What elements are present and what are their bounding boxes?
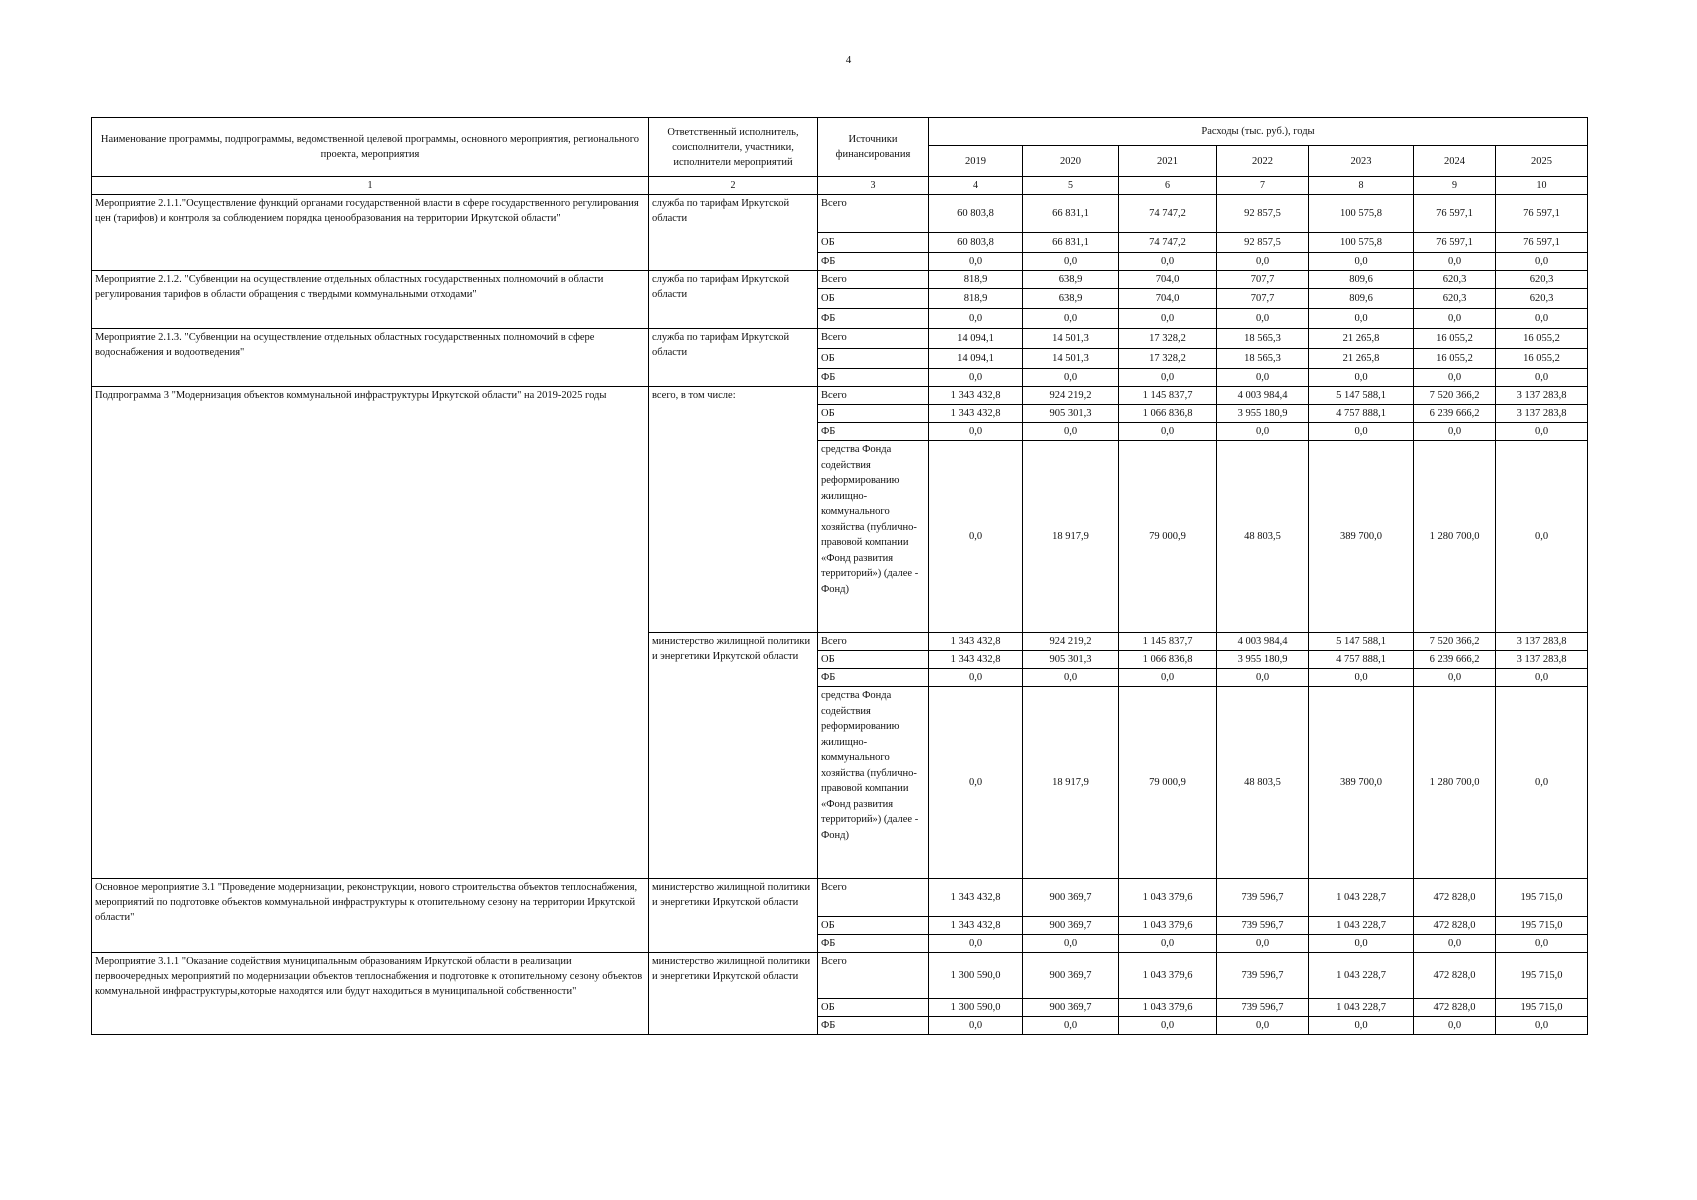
amount-cell: 620,3 xyxy=(1496,289,1588,309)
amount-cell: 4 003 984,4 xyxy=(1217,387,1309,405)
amount-cell: 76 597,1 xyxy=(1496,195,1588,233)
funding-source: ОБ xyxy=(818,233,929,253)
amount-cell: 16 055,2 xyxy=(1496,329,1588,349)
amount-cell: 472 828,0 xyxy=(1414,917,1496,935)
amount-cell: 472 828,0 xyxy=(1414,879,1496,917)
item-executor: служба по тарифам Иркутской области xyxy=(649,329,818,387)
amount-cell: 0,0 xyxy=(1309,423,1414,441)
year-2025: 2025 xyxy=(1496,146,1588,177)
block-m213 xyxy=(92,329,1588,387)
amount-cell: 4 003 984,4 xyxy=(1217,633,1309,651)
header-expenses: Расходы (тыс. руб.), годы xyxy=(929,118,1588,146)
amount-cell: 0,0 xyxy=(929,935,1023,953)
amount-cell: 1 043 379,6 xyxy=(1119,999,1217,1017)
amount-cell: 5 147 588,1 xyxy=(1309,633,1414,651)
amount-cell: 0,0 xyxy=(929,687,1023,879)
funding-source: ФБ xyxy=(818,935,929,953)
year-2020: 2020 xyxy=(1023,146,1119,177)
col-number: 2 xyxy=(649,177,818,195)
budget-table xyxy=(91,117,1588,1035)
amount-cell: 14 501,3 xyxy=(1023,349,1119,369)
amount-cell: 0,0 xyxy=(1217,669,1309,687)
amount-cell: 0,0 xyxy=(1414,253,1496,271)
amount-cell: 79 000,9 xyxy=(1119,687,1217,879)
amount-cell: 17 328,2 xyxy=(1119,349,1217,369)
amount-cell: 0,0 xyxy=(1119,423,1217,441)
subprogram-name: Подпрограмма 3 "Модернизация объектов коммунальной инфраструктуры Иркутской области" на 2019-2025 годы xyxy=(92,387,649,879)
col-number: 3 xyxy=(818,177,929,195)
amount-cell: 0,0 xyxy=(1023,309,1119,329)
table-row xyxy=(92,195,1588,233)
table-row xyxy=(92,387,1588,405)
item-name: Основное мероприятие 3.1 "Проведение модернизации, реконструкции, нового строительства объектов теплоснабжения, мероприятий по подготовке объектов коммунальной инфраструктуры к отопительному сезону на территории Иркутской области" xyxy=(92,879,649,953)
amount-cell: 739 596,7 xyxy=(1217,999,1309,1017)
col-number: 6 xyxy=(1119,177,1217,195)
amount-cell: 18 565,3 xyxy=(1217,349,1309,369)
amount-cell: 0,0 xyxy=(1217,423,1309,441)
amount-cell: 18 917,9 xyxy=(1023,441,1119,633)
amount-cell: 92 857,5 xyxy=(1217,195,1309,233)
col-number: 1 xyxy=(92,177,649,195)
amount-cell: 0,0 xyxy=(1496,935,1588,953)
amount-cell: 0,0 xyxy=(929,253,1023,271)
amount-cell: 1 343 432,8 xyxy=(929,879,1023,917)
amount-cell: 14 094,1 xyxy=(929,349,1023,369)
amount-cell: 0,0 xyxy=(1217,1017,1309,1035)
funding-source: ОБ xyxy=(818,289,929,309)
amount-cell: 0,0 xyxy=(1496,309,1588,329)
amount-cell: 7 520 366,2 xyxy=(1414,633,1496,651)
amount-cell: 1 043 379,6 xyxy=(1119,879,1217,917)
amount-cell: 1 300 590,0 xyxy=(929,953,1023,999)
amount-cell: 0,0 xyxy=(929,669,1023,687)
amount-cell: 818,9 xyxy=(929,289,1023,309)
amount-cell: 48 803,5 xyxy=(1217,687,1309,879)
col-number: 10 xyxy=(1496,177,1588,195)
amount-cell: 1 343 432,8 xyxy=(929,405,1023,423)
amount-cell: 0,0 xyxy=(1496,1017,1588,1035)
amount-cell: 195 715,0 xyxy=(1496,917,1588,935)
amount-cell: 0,0 xyxy=(929,369,1023,387)
amount-cell: 0,0 xyxy=(1023,369,1119,387)
amount-cell: 4 757 888,1 xyxy=(1309,405,1414,423)
col-number: 8 xyxy=(1309,177,1414,195)
year-2023: 2023 xyxy=(1309,146,1414,177)
amount-cell: 0,0 xyxy=(1309,253,1414,271)
amount-cell: 0,0 xyxy=(1309,309,1414,329)
amount-cell: 900 369,7 xyxy=(1023,879,1119,917)
funding-source: ФБ xyxy=(818,669,929,687)
amount-cell: 17 328,2 xyxy=(1119,329,1217,349)
funding-source: ОБ xyxy=(818,999,929,1017)
funding-source: ФБ xyxy=(818,1017,929,1035)
amount-cell: 0,0 xyxy=(1414,935,1496,953)
col-number: 9 xyxy=(1414,177,1496,195)
amount-cell: 389 700,0 xyxy=(1309,687,1414,879)
header-executor: Ответственный исполнитель, соисполнители, участники, исполнители мероприятий xyxy=(649,118,818,177)
amount-cell: 5 147 588,1 xyxy=(1309,387,1414,405)
header-row xyxy=(92,118,1588,146)
block-m211 xyxy=(92,195,1588,271)
amount-cell: 0,0 xyxy=(1217,309,1309,329)
amount-cell: 924 219,2 xyxy=(1023,387,1119,405)
amount-cell: 0,0 xyxy=(1496,253,1588,271)
amount-cell: 704,0 xyxy=(1119,289,1217,309)
col-number: 7 xyxy=(1217,177,1309,195)
amount-cell: 4 757 888,1 xyxy=(1309,651,1414,669)
amount-cell: 638,9 xyxy=(1023,271,1119,289)
amount-cell: 92 857,5 xyxy=(1217,233,1309,253)
amount-cell: 638,9 xyxy=(1023,289,1119,309)
amount-cell: 1 066 836,8 xyxy=(1119,405,1217,423)
amount-cell: 60 803,8 xyxy=(929,233,1023,253)
amount-cell: 1 043 228,7 xyxy=(1309,999,1414,1017)
funding-source: Всего xyxy=(818,195,929,233)
amount-cell: 195 715,0 xyxy=(1496,953,1588,999)
funding-source: ФБ xyxy=(818,369,929,387)
amount-cell: 18 917,9 xyxy=(1023,687,1119,879)
table-row xyxy=(92,329,1588,349)
item-executor: всего, в том числе: xyxy=(649,387,818,633)
amount-cell: 1 300 590,0 xyxy=(929,999,1023,1017)
amount-cell: 1 043 228,7 xyxy=(1309,917,1414,935)
col-number: 5 xyxy=(1023,177,1119,195)
amount-cell: 739 596,7 xyxy=(1217,917,1309,935)
page-number: 4 xyxy=(845,54,852,66)
funding-source-fund: средства Фонда содействия реформированию жилищно-коммунального хозяйства (публично-правовой компании «Фонд развития территорий») (далее - Фонд) xyxy=(818,687,929,879)
funding-source: ФБ xyxy=(818,253,929,271)
amount-cell: 0,0 xyxy=(1496,369,1588,387)
funding-source: Всего xyxy=(818,387,929,405)
amount-cell: 3 137 283,8 xyxy=(1496,405,1588,423)
funding-source: Всего xyxy=(818,329,929,349)
amount-cell: 66 831,1 xyxy=(1023,233,1119,253)
amount-cell: 620,3 xyxy=(1414,271,1496,289)
item-name: Мероприятие 2.1.2. "Субвенции на осуществление отдельных областных государственных полномочий в области регулирования тарифов в области обращения с твердыми коммунальными отходами" xyxy=(92,271,649,329)
funding-source: ОБ xyxy=(818,651,929,669)
amount-cell: 74 747,2 xyxy=(1119,233,1217,253)
amount-cell: 0,0 xyxy=(1309,935,1414,953)
amount-cell: 16 055,2 xyxy=(1414,329,1496,349)
amount-cell: 3 955 180,9 xyxy=(1217,405,1309,423)
block-m311 xyxy=(92,953,1588,1035)
amount-cell: 79 000,9 xyxy=(1119,441,1217,633)
header-program-name: Наименование программы, подпрограммы, ведомственной целевой программы, основного мероприятия, регионального проекта, мероприятия xyxy=(92,118,649,177)
amount-cell: 739 596,7 xyxy=(1217,953,1309,999)
amount-cell: 0,0 xyxy=(1414,369,1496,387)
amount-cell: 707,7 xyxy=(1217,289,1309,309)
amount-cell: 0,0 xyxy=(1119,253,1217,271)
amount-cell: 0,0 xyxy=(1217,935,1309,953)
amount-cell: 0,0 xyxy=(929,1017,1023,1035)
amount-cell: 0,0 xyxy=(1023,423,1119,441)
amount-cell: 1 280 700,0 xyxy=(1414,687,1496,879)
amount-cell: 704,0 xyxy=(1119,271,1217,289)
amount-cell: 7 520 366,2 xyxy=(1414,387,1496,405)
amount-cell: 0,0 xyxy=(1023,669,1119,687)
item-name: Мероприятие 2.1.1."Осуществление функций органами государственной власти в сфере государственного регулирования цен (тарифов) и контроля за соблюдением порядка ценообразования на территории Иркутской области" xyxy=(92,195,649,271)
amount-cell: 0,0 xyxy=(1119,1017,1217,1035)
amount-cell: 3 137 283,8 xyxy=(1496,633,1588,651)
amount-cell: 14 094,1 xyxy=(929,329,1023,349)
amount-cell: 1 043 228,7 xyxy=(1309,953,1414,999)
block-m212 xyxy=(92,271,1588,329)
amount-cell: 1 343 432,8 xyxy=(929,387,1023,405)
amount-cell: 100 575,8 xyxy=(1309,195,1414,233)
funding-source: ФБ xyxy=(818,423,929,441)
amount-cell: 74 747,2 xyxy=(1119,195,1217,233)
amount-cell: 0,0 xyxy=(1414,423,1496,441)
amount-cell: 620,3 xyxy=(1414,289,1496,309)
amount-cell: 60 803,8 xyxy=(929,195,1023,233)
amount-cell: 0,0 xyxy=(929,441,1023,633)
amount-cell: 0,0 xyxy=(1217,253,1309,271)
amount-cell: 389 700,0 xyxy=(1309,441,1414,633)
item-executor: служба по тарифам Иркутской области xyxy=(649,195,818,271)
amount-cell: 76 597,1 xyxy=(1414,233,1496,253)
amount-cell: 0,0 xyxy=(1309,369,1414,387)
amount-cell: 1 066 836,8 xyxy=(1119,651,1217,669)
amount-cell: 0,0 xyxy=(1309,1017,1414,1035)
amount-cell: 0,0 xyxy=(1119,309,1217,329)
item-executor: служба по тарифам Иркутской области xyxy=(649,271,818,329)
amount-cell: 0,0 xyxy=(929,423,1023,441)
amount-cell: 16 055,2 xyxy=(1414,349,1496,369)
item-executor: министерство жилищной политики и энергетики Иркутской области xyxy=(649,633,818,879)
amount-cell: 809,6 xyxy=(1309,289,1414,309)
amount-cell: 739 596,7 xyxy=(1217,879,1309,917)
item-name: Мероприятие 2.1.3. "Субвенции на осуществление отдельных областных государственных полномочий в сфере водоснабжения и водоотведения" xyxy=(92,329,649,387)
funding-source: Всего xyxy=(818,271,929,289)
amount-cell: 818,9 xyxy=(929,271,1023,289)
block-sub3 xyxy=(92,387,1588,879)
funding-source: ОБ xyxy=(818,349,929,369)
amount-cell: 18 565,3 xyxy=(1217,329,1309,349)
amount-cell: 100 575,8 xyxy=(1309,233,1414,253)
amount-cell: 1 280 700,0 xyxy=(1414,441,1496,633)
amount-cell: 1 043 228,7 xyxy=(1309,879,1414,917)
amount-cell: 16 055,2 xyxy=(1496,349,1588,369)
amount-cell: 0,0 xyxy=(1119,669,1217,687)
amount-cell: 0,0 xyxy=(1119,935,1217,953)
funding-source: ОБ xyxy=(818,917,929,935)
amount-cell: 195 715,0 xyxy=(1496,999,1588,1017)
amount-cell: 900 369,7 xyxy=(1023,917,1119,935)
amount-cell: 1 145 837,7 xyxy=(1119,633,1217,651)
funding-source-fund: средства Фонда содействия реформированию жилищно-коммунального хозяйства (публично-правовой компании «Фонд развития территорий») (далее - Фонд) xyxy=(818,441,929,633)
column-numbers-row xyxy=(92,177,1588,195)
funding-source: Всего xyxy=(818,879,929,917)
funding-source: Всего xyxy=(818,633,929,651)
amount-cell: 66 831,1 xyxy=(1023,195,1119,233)
table-row xyxy=(92,879,1588,917)
item-name: Мероприятие 3.1.1 "Оказание содействия муниципальным образованиям Иркутской области в реализации первоочередных мероприятий по модернизации объектов теплоснабжения и подготовке к отопительному сезону объектов коммунальной инфраструктуры,которые находятся или будут находиться в муниципальной собственности" xyxy=(92,953,649,1035)
year-2021: 2021 xyxy=(1119,146,1217,177)
amount-cell: 0,0 xyxy=(1496,687,1588,879)
amount-cell: 924 219,2 xyxy=(1023,633,1119,651)
funding-source: Всего xyxy=(818,953,929,999)
amount-cell: 0,0 xyxy=(1023,253,1119,271)
amount-cell: 21 265,8 xyxy=(1309,329,1414,349)
amount-cell: 48 803,5 xyxy=(1217,441,1309,633)
amount-cell: 905 301,3 xyxy=(1023,651,1119,669)
amount-cell: 472 828,0 xyxy=(1414,953,1496,999)
table-row xyxy=(92,271,1588,289)
year-2024: 2024 xyxy=(1414,146,1496,177)
amount-cell: 707,7 xyxy=(1217,271,1309,289)
amount-cell: 472 828,0 xyxy=(1414,999,1496,1017)
amount-cell: 0,0 xyxy=(1309,669,1414,687)
item-executor: министерство жилищной политики и энергетики Иркутской области xyxy=(649,879,818,953)
amount-cell: 0,0 xyxy=(1023,1017,1119,1035)
amount-cell: 0,0 xyxy=(1414,1017,1496,1035)
amount-cell: 1 145 837,7 xyxy=(1119,387,1217,405)
amount-cell: 900 369,7 xyxy=(1023,953,1119,999)
amount-cell: 1 343 432,8 xyxy=(929,651,1023,669)
table-row xyxy=(92,953,1588,999)
amount-cell: 1 043 379,6 xyxy=(1119,917,1217,935)
amount-cell: 1 343 432,8 xyxy=(929,917,1023,935)
amount-cell: 0,0 xyxy=(1496,669,1588,687)
amount-cell: 3 955 180,9 xyxy=(1217,651,1309,669)
funding-source: ОБ xyxy=(818,405,929,423)
amount-cell: 14 501,3 xyxy=(1023,329,1119,349)
amount-cell: 620,3 xyxy=(1496,271,1588,289)
amount-cell: 905 301,3 xyxy=(1023,405,1119,423)
amount-cell: 900 369,7 xyxy=(1023,999,1119,1017)
col-number: 4 xyxy=(929,177,1023,195)
amount-cell: 195 715,0 xyxy=(1496,879,1588,917)
year-2019: 2019 xyxy=(929,146,1023,177)
amount-cell: 76 597,1 xyxy=(1414,195,1496,233)
amount-cell: 3 137 283,8 xyxy=(1496,651,1588,669)
amount-cell: 809,6 xyxy=(1309,271,1414,289)
amount-cell: 6 239 666,2 xyxy=(1414,651,1496,669)
item-executor: министерство жилищной политики и энергетики Иркутской области xyxy=(649,953,818,1035)
amount-cell: 1 343 432,8 xyxy=(929,633,1023,651)
year-2022: 2022 xyxy=(1217,146,1309,177)
amount-cell: 76 597,1 xyxy=(1496,233,1588,253)
amount-cell: 6 239 666,2 xyxy=(1414,405,1496,423)
block-om31 xyxy=(92,879,1588,953)
amount-cell: 21 265,8 xyxy=(1309,349,1414,369)
amount-cell: 0,0 xyxy=(1217,369,1309,387)
header-funding-source: Источники финансирования xyxy=(818,118,929,177)
amount-cell: 0,0 xyxy=(929,309,1023,329)
amount-cell: 0,0 xyxy=(1414,669,1496,687)
amount-cell: 0,0 xyxy=(1496,423,1588,441)
amount-cell: 0,0 xyxy=(1023,935,1119,953)
amount-cell: 0,0 xyxy=(1414,309,1496,329)
funding-source: ФБ xyxy=(818,309,929,329)
amount-cell: 3 137 283,8 xyxy=(1496,387,1588,405)
amount-cell: 0,0 xyxy=(1496,441,1588,633)
amount-cell: 0,0 xyxy=(1119,369,1217,387)
amount-cell: 1 043 379,6 xyxy=(1119,953,1217,999)
